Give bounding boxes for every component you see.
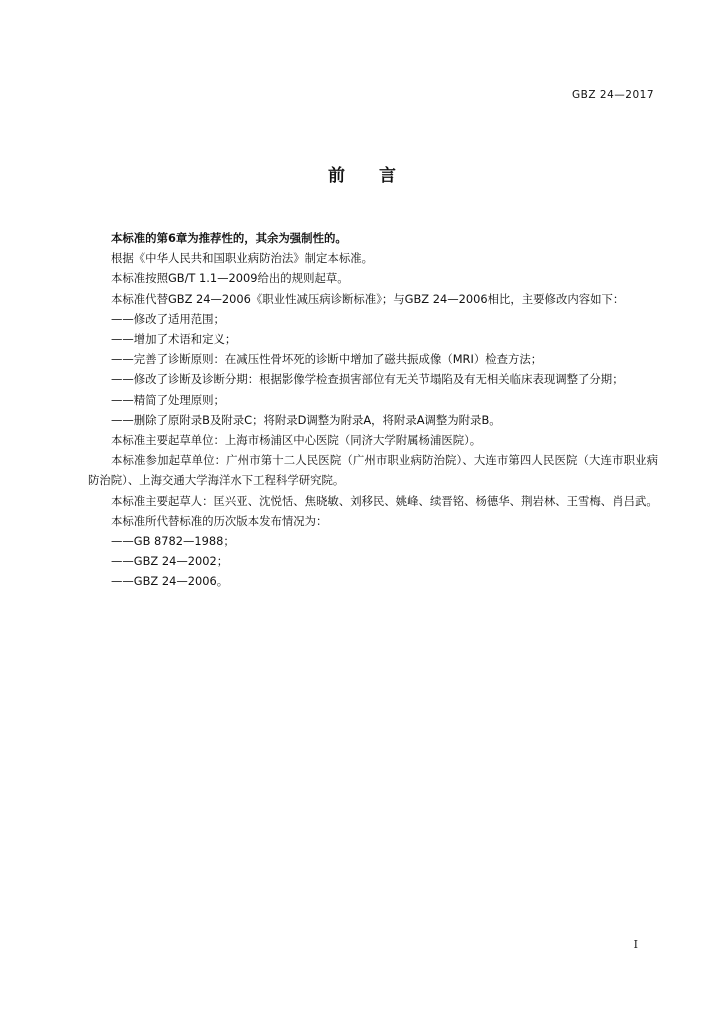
change-item: ——删除了原附录B及附录C；将附录D调整为附录A，将附录A调整为附录B。 — [111, 412, 501, 427]
change-item: ——修改了适用范围； — [111, 311, 225, 326]
change-item: ——完善了诊断原则：在减压性骨坏死的诊断中增加了磁共振成像（MRI）检查方法； — [111, 352, 543, 367]
page-number: I — [633, 938, 638, 951]
paragraph-mandatory-note: 本标准的第6章为推荐性的，其余为强制性的。 — [111, 231, 347, 245]
version-item: ——GB 8782—1988； — [111, 534, 235, 549]
paragraph-drafting-rules: 本标准按照GB/T 1.1—2009给出的规则起草。 — [111, 271, 349, 286]
standard-code: GBZ 24—2017 — [572, 89, 654, 101]
paragraph-main-drafters: 本标准主要起草人：匡兴亚、沈悦恬、焦晓敏、刘移民、姚峰、续晋铭、杨德华、荆岩林、王雪梅、肖吕武。 — [111, 493, 658, 508]
version-item: ——GBZ 24—2006。 — [111, 574, 229, 589]
paragraph-replaces: 本标准代替GBZ 24—2006《职业性减压病诊断标准》；与GBZ 24—2006相比，主要修改内容如下： — [111, 291, 625, 306]
paragraph-legal-basis: 根据《中华人民共和国职业病防治法》制定本标准。 — [111, 251, 373, 266]
paragraph-main-drafting-unit: 本标准主要起草单位：上海市杨浦区中心医院（同济大学附属杨浦医院）。 — [111, 433, 482, 448]
paragraph-participating-units: 本标准参加起草单位：广州市第十二人民医院（广州市职业病防治院）、大连市第四人民医院（大连市职业病防治院）、上海交通大学海洋水下工程科学研究院。 — [88, 453, 658, 488]
paragraph-version-history: 本标准所代替标准的历次版本发布情况为： — [111, 513, 328, 528]
change-item: ——精简了处理原则； — [111, 392, 225, 407]
preface-body — [88, 228, 658, 592]
version-item: ——GBZ 24—2002； — [111, 554, 229, 569]
change-item: ——增加了术语和定义； — [111, 332, 237, 347]
page-title: 前言 — [328, 166, 430, 186]
change-item: ——修改了诊断及诊断分期：根据影像学检查损害部位有无关节塌陷及有无相关临床表现调整了分期； — [111, 372, 624, 387]
